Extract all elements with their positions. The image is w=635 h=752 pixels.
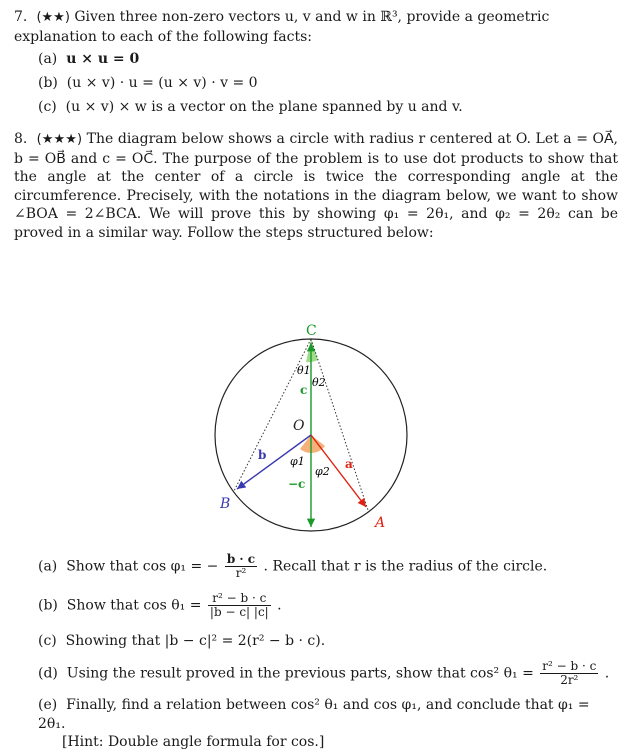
label-point-a: A [375,515,386,531]
q7-part-a-label: (a) [38,51,58,67]
q7-part-a-text: u × u = 0 [66,51,140,67]
label-phi2: φ2 [315,465,330,478]
label-vector-minus-c: −c [288,477,306,491]
q8-part-e-hint: [Hint: Double angle formula for cos.] [62,734,325,750]
q7-part-c-text: (u × v) × w is a vector on the plane spanned by u and v. [65,99,463,115]
label-theta2: θ2 [312,376,326,389]
q8-part-d-fraction [540,660,598,687]
q8-part-c-label: (c) [38,633,57,649]
q8-part-b [38,592,282,619]
q8-difficulty-stars: (★★★) [36,132,83,147]
q8-part-a-lead: Show that cos φ₁ = − [66,558,219,575]
angle-phi1-wedge [300,435,311,453]
q8-part-b-label: (b) [38,597,58,614]
q8-part-d-label: (d) [38,665,58,682]
q8-part-e-text: Finally, find a relation between cos² θ₁ and cos φ₁, and conclude that φ₁ = 2θ₁. [38,697,590,732]
q8-part-c [38,632,325,651]
fraction-numerator: r² − b · c [542,659,597,673]
q7-part-b-label: (b) [38,75,58,91]
q7-number: 7. [14,9,28,25]
q8-part-b-lead: Show that cos θ₁ = [66,597,202,614]
q8-part-d-tail: . [604,665,610,682]
label-vector-c: c [300,383,308,397]
q7-difficulty-stars: (★★) [36,10,70,25]
q7-part-c-label: (c) [38,99,57,115]
label-point-o: O [293,418,305,434]
q8-part-e [38,696,618,752]
label-vector-b: b [258,448,267,462]
label-theta1: θ1 [297,364,311,377]
q8-part-b-tail: . [277,597,282,614]
q8-part-a-label: (a) [38,558,58,575]
q8-part-e-label: (e) [38,697,58,713]
label-point-c: C [306,323,317,339]
fraction-denominator: 2r² [560,673,579,687]
q8-intro: The diagram below shows a circle with radius r centered at O. Let a = OA⃗, b = OB⃗ and c = OC⃗. The purpose of the problem is to use dot products to show that the angle at the center of a circle is twice the corresponding angle at the circumference. Precisely, with the notations in the diagram below, we want to show ∠BOA = 2∠BCA. We will prove this by showing φ₁ = 2θ₁, and φ₂ = 2θ₂ can be proved in a similar way. Follow the steps structured below: [14,131,618,241]
fraction-numerator: b · c [226,552,256,566]
fraction-denominator: |b − c| |c| [209,605,269,619]
q7-part-b-text: (u × v) · u = (u × v) · v = 0 [66,75,258,91]
q8-part-d-lead: Using the result proved in the previous parts, show that cos² θ₁ = [66,665,534,682]
q8-part-a-fraction [225,553,257,580]
chord-ca [311,339,368,510]
q8-part-a [38,553,547,580]
chord-cb [234,339,311,491]
label-vector-a: a [345,457,353,471]
fraction-numerator: r² − b · c [208,592,271,606]
label-point-b: B [220,496,231,512]
angle-theta1-wedge [306,339,311,362]
q7-intro: Given three non-zero vectors u, v and w in ℝ³, provide a geometric explanation to each of the following facts: [14,9,550,45]
q8-number: 8. [14,131,28,147]
q8-part-b-fraction [208,592,271,619]
q8-part-d [38,660,609,687]
label-phi1: φ1 [290,455,305,468]
q8-part-a-tail: . Recall that r is the radius of the circle. [263,558,548,575]
fraction-denominator: r² [235,566,247,580]
q8-part-c-text: Showing that |b − c|² = 2(r² − b · c). [65,633,326,649]
